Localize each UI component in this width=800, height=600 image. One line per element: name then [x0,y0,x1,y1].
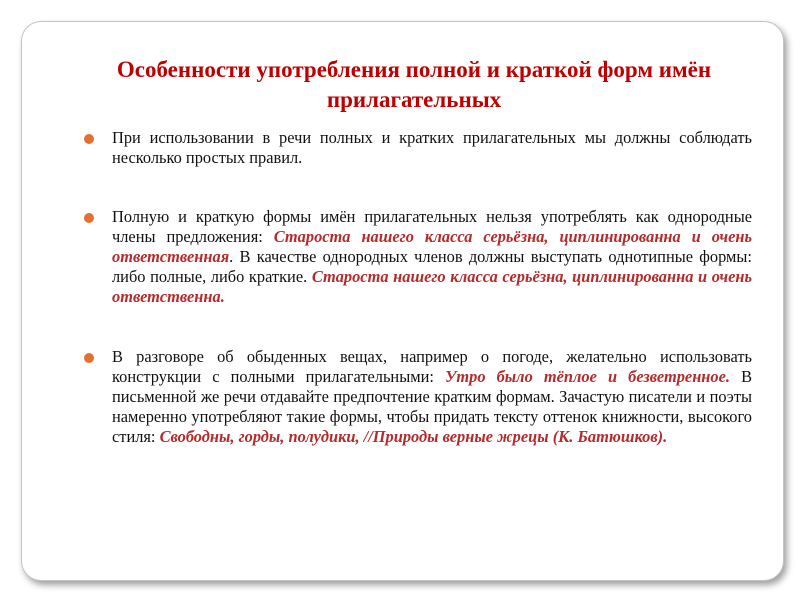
example-text: Свободны, горды, полудики, //Природы верные жрецы (К. Батюшков). [159,427,668,446]
bullet-item-rules-intro [84,128,752,168]
bullet-dot-icon [84,353,94,363]
example-text: Утро было тёплое и безветренное. [445,367,730,386]
bullet-dot-icon [84,213,94,223]
bullet-text: Полную и краткую формы имён прилагательных нельзя употреблять как однородные члены предложения: [112,207,752,246]
bullet-item-speech-style [84,347,752,447]
example-text: Староста нашего класса серьёзна, циплинированна и очень ответственная [112,227,753,266]
bullet-text: . В качестве однородных членов должны выступать однотипные формы: либо полные, либо краткие. [112,247,752,286]
bullet-list [84,128,752,447]
bullet-dot-icon [84,134,94,144]
bullet-text: В письменной же речи отдавайте предпочтение кратким формам. Зачастую писатели и поэты намеренно употребляют такие формы, чтобы придать тексту оттенок книжности, высокого стиля: [112,367,752,446]
bullet-item-homogeneous-members [84,207,752,307]
bullet-text: При использовании в речи полных и кратких прилагательных мы должны соблюдать несколько простых правил. [112,128,752,167]
example-text: Староста нашего класса серьёзна, циплинированна и очень ответственна. [112,267,752,306]
slide-title: Особенности употребления полной и краткой форм имён прилагательных [116,57,712,112]
bullet-text: В разговоре об обыденных вещах, например о погоде, желательно использовать конструкции с полными прилагательными: [112,347,752,386]
